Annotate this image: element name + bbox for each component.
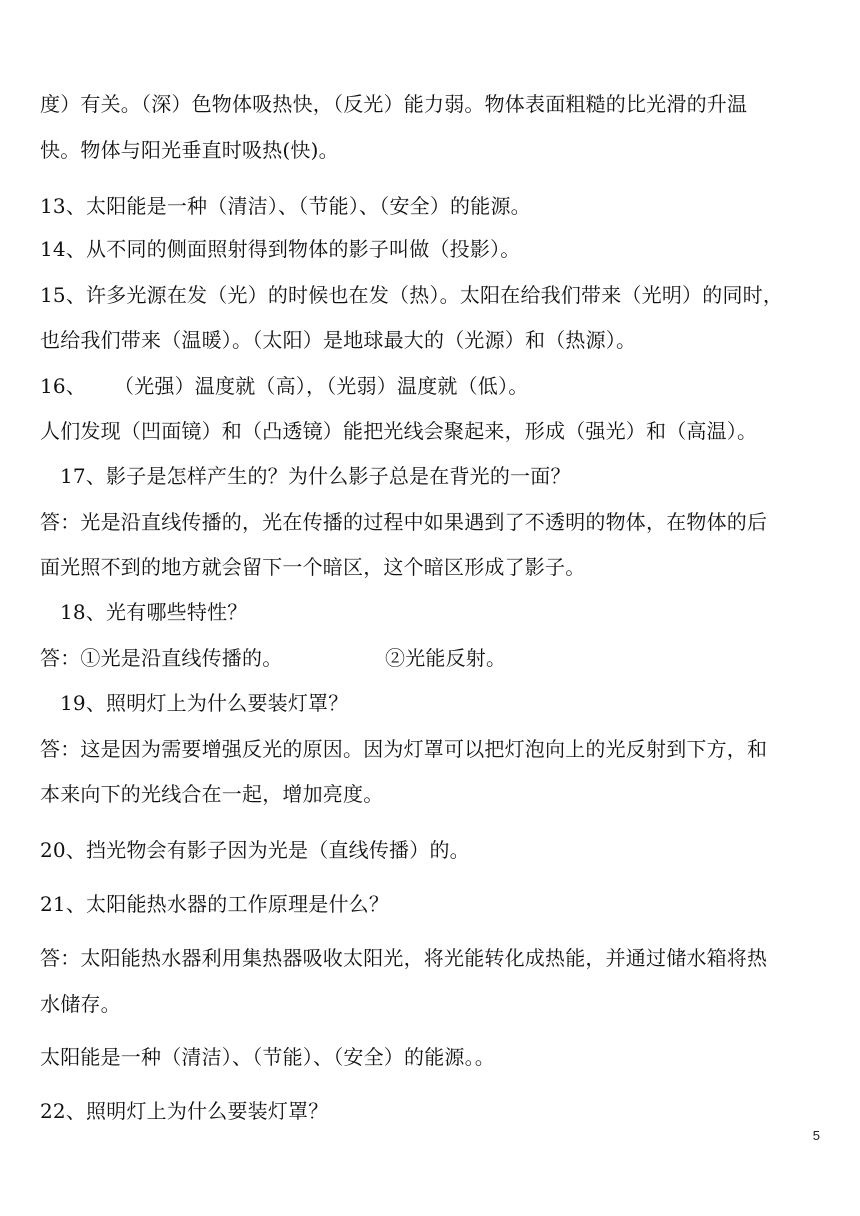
summary-line: 太阳能是一种（清洁）、（节能）、（安全）的能源。。 <box>40 1045 495 1069</box>
item-18-answer <box>40 644 830 672</box>
item-18-answer-part-1: 答：①光是沿直线传播的。 <box>40 646 283 670</box>
item-21-answer-line-2: 水储存。 <box>40 992 121 1016</box>
item-14: 14、从不同的侧面照射得到物体的影子叫做（投影）。 <box>40 237 521 261</box>
item-19-question: 19、照明灯上为什么要装灯罩？ <box>60 691 349 715</box>
text-line: 度）有关。（深）色物体吸热快，（反光）能力弱。物体表面粗糙的比光滑的升温 <box>40 92 748 116</box>
item-18-answer-part-2: ②光能反射。 <box>385 646 507 670</box>
item-13: 13、太阳能是一种（清洁）、（节能）、（安全）的能源。 <box>40 194 531 218</box>
item-16-text: （光强）温度就（高），（光弱）温度就（低）。 <box>114 374 529 398</box>
item-20: 20、挡光物会有影子因为光是（直线传播）的。 <box>40 838 470 862</box>
page-number: 5 <box>812 1128 820 1143</box>
item-18-question: 18、光有哪些特性？ <box>60 600 248 624</box>
item-17-question: 17、影子是怎样产生的？为什么影子总是在背光的一面？ <box>60 464 571 488</box>
item-15-line-2: 也给我们带来（温暖）。（太阳）是地球最大的（光源）和（热源）。 <box>40 328 637 352</box>
text-line: 快。物体与阳光垂直时吸热(快)。 <box>40 138 339 162</box>
item-17-answer-line-2: 面光照不到的地方就会留下一个暗区，这个暗区形成了影子。 <box>40 555 586 579</box>
item-22-question: 22、照明灯上为什么要装灯罩？ <box>40 1099 329 1123</box>
item-15-line-1: 15、许多光源在发（光）的时候也在发（热）。太阳在给我们带来（光明）的同时， <box>40 283 784 307</box>
item-21-question: 21、太阳能热水器的工作原理是什么？ <box>40 892 390 916</box>
item-16 <box>40 372 830 400</box>
item-17-answer-line-1: 答：光是沿直线传播的，光在传播的过程中如果遇到了不透明的物体，在物体的后 <box>40 510 768 534</box>
item-21-answer-line-1: 答：太阳能热水器利用集热器吸收太阳光，将光能转化成热能，并通过储水箱将热 <box>40 946 768 970</box>
item-19-answer-line-2: 本来向下的光线合在一起，增加亮度。 <box>40 782 384 806</box>
item-16-number: 16、 <box>40 374 87 398</box>
item-19-answer-line-1: 答：这是因为需要增强反光的原因。因为灯罩可以把灯泡向上的光反射到下方，和 <box>40 737 768 761</box>
text-line: 人们发现（凹面镜）和（凸透镜）能把光线会聚起来，形成（强光）和（高温）。 <box>40 419 758 443</box>
